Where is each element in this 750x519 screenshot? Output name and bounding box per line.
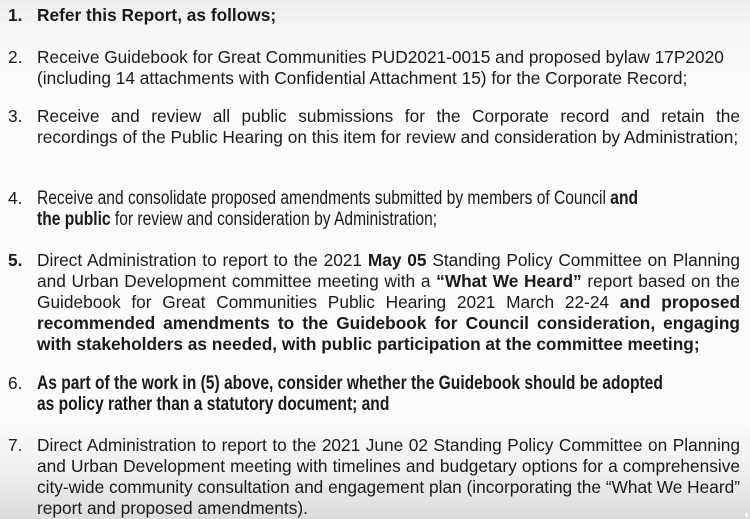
corner-mark xyxy=(745,513,748,517)
item-text-emphasis: the public xyxy=(37,209,111,230)
item-text-segment: report based on the Guidebook for Great Communities Public Hearing 2021 March 22-24 xyxy=(37,271,740,312)
item-number: 4. xyxy=(8,188,23,208)
item-number: 7. xyxy=(8,435,23,455)
item-text-emphasis: and proposed recommended amendments to the Guidebook for Council consideration, engaging with stakeholders as needed, with public participation at the committee meeting; xyxy=(37,292,740,354)
item-number: 3. xyxy=(8,106,23,126)
item-text-emphasis: and xyxy=(610,188,639,209)
item-number: 1. xyxy=(8,5,23,25)
item-text-segment: for review and consideration by Administration; xyxy=(110,209,438,230)
item-text xyxy=(37,373,744,415)
item-text xyxy=(37,435,740,519)
item-number: 6. xyxy=(8,373,23,393)
item-text-segment: report and proposed amendments). xyxy=(37,498,308,518)
item-text-segment: Standing Policy Committee on Planning and Urban Development committee meeting with a xyxy=(37,250,740,291)
item-text-segment: Direct Administration to report to the 2021 xyxy=(37,250,368,270)
item-text-line: As part of the work in (5) above, consider whether the Guidebook should be adopted xyxy=(37,373,663,394)
item-text-line: as policy rather than a statutory document; and xyxy=(37,394,390,415)
item-number: 5. xyxy=(8,250,23,270)
meeting-date: May 05 xyxy=(367,250,427,270)
report-title-quote: “What We Heard” xyxy=(436,271,582,291)
item-text xyxy=(37,47,740,89)
item-text: Receive and review all public submissions for the Corporate record and retain the recordings of the Public Hearing on this item for review and consideration by Administration; xyxy=(37,106,740,147)
item-number: 2. xyxy=(8,47,23,67)
item-text: Refer this Report, as follows; xyxy=(37,5,277,25)
item-text xyxy=(37,188,744,230)
item-text-line: Receive Guidebook for Great Communities PUD2021-0015 and proposed bylaw 17P2020 xyxy=(37,47,724,67)
item-text-line: (including 14 attachments with Confidential Attachment 15) for the Corporate Record; xyxy=(37,68,688,88)
item-text xyxy=(37,250,740,355)
item-text-segment: Direct Administration to report to the 2021 June 02 Standing Policy Committee on Planning and Urban Development meeting with timelines and budgetary options for a comprehensive city-wide community consultation and engagement plan (incorporating the xyxy=(37,435,740,497)
item-text-segment: Receive and consolidate proposed amendments submitted by members of Council xyxy=(37,188,611,209)
report-title-quote: “What We Heard” xyxy=(605,477,740,497)
